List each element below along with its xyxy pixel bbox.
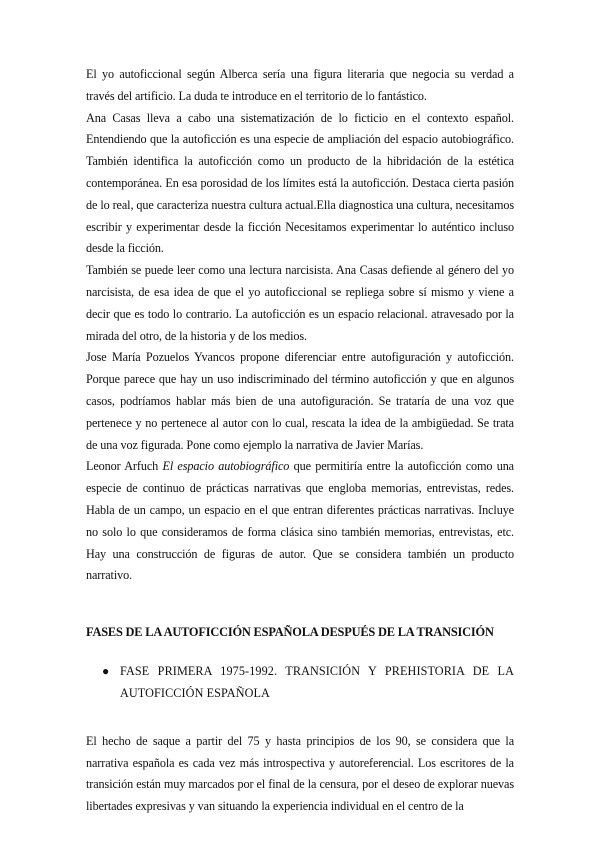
paragraph-phase-one: El hecho de saque a partir del 75 y hasta principios de los 90, se considera que la narrativa española es cada vez más introspectiva y autoreferencial. Los escritores de la transición están muy marcados por el final de la censura, por el deseo de explorar nuevas libertades expresivas y van situando la experiencia individual en el centro de la [86,733,514,814]
arfuch-body: que permitiría entre la autoficción como una especie de continuo de prácticas narrativas que engloba memorias, entrevistas, redes. Habla de un campo, un espacio en el que entran diferentes prácticas narrativas. Incluye no solo lo que consideramos de forma clásica sino también memorias, entrevistas, etc. Hay una construcción de figuras de autor. Que se considera también un producto narrativo. [86,459,514,583]
paragraph-narcisista: También se puede leer como una lectura narcisista. Ana Casas defiende al género del yo narcisista, de esa idea de que el yo autoficcional se repliega sobre sí mismo y viene a decir que es todo lo contrario. La autoficción es un espacio relacional. atravesado por la mirada del otro, de la historia y de los medios. [86,263,514,343]
paragraph-alberca: El yo autoficcional según Alberca sería una figura literaria que negocia su verdad a través del artificio. La duda te introduce en el territorio de lo fantástico. [86,67,514,103]
arfuch-author: Leonor Arfuch [86,459,163,474]
section-heading: FASES DE LA AUTOFICCIÓN ESPAÑOLA DESPUÉS DE LA TRANSICIÓN [86,625,494,640]
arfuch-book-title: El espacio autobiográfico [162,459,290,474]
list-item [86,661,514,705]
paragraph-ana-casas: Ana Casas lleva a cabo una sistematización de lo ficticio en el contexto español. Entendiendo que la autoficción es una especie de ampliación del espacio autobiográfico. También identifica la autoficción como un producto de la hibridación de la estética contemporánea. En esa porosidad de los límites está la autoficción. Destaca cierta pasión de lo real, que caracteriza nuestra cultura actual.Ella diagnostica una cultura, necesitamos escribir y experimentar desde la ficción Necesitamos experimentar lo auténtico incluso desde la ficción. [86,110,514,256]
paragraph-pozuelos: Jose María Pozuelos Yvancos propone diferenciar entre autofiguración y autoficción. Porque parece que hay un uso indiscriminado del término autoficción y que en algunos casos, podríamos hablar más bien de una autofiguración. Se trataría de una voz que pertenece y no pertenece al autor con lo cual, rescata la idea de la ambigüedad. Se trata de una voz figurada. Pone como ejemplo la narrativa de Javier Marías. [86,350,514,452]
phase-list [86,661,514,705]
paragraph-arfuch [86,456,514,587]
bullet-icon: ● [102,664,110,679]
phase-label: FASE PRIMERA 1975-1992. TRANSICIÓN Y PREHISTORIA DE LA AUTOFICCIÓN ESPAÑOLA [120,664,514,700]
